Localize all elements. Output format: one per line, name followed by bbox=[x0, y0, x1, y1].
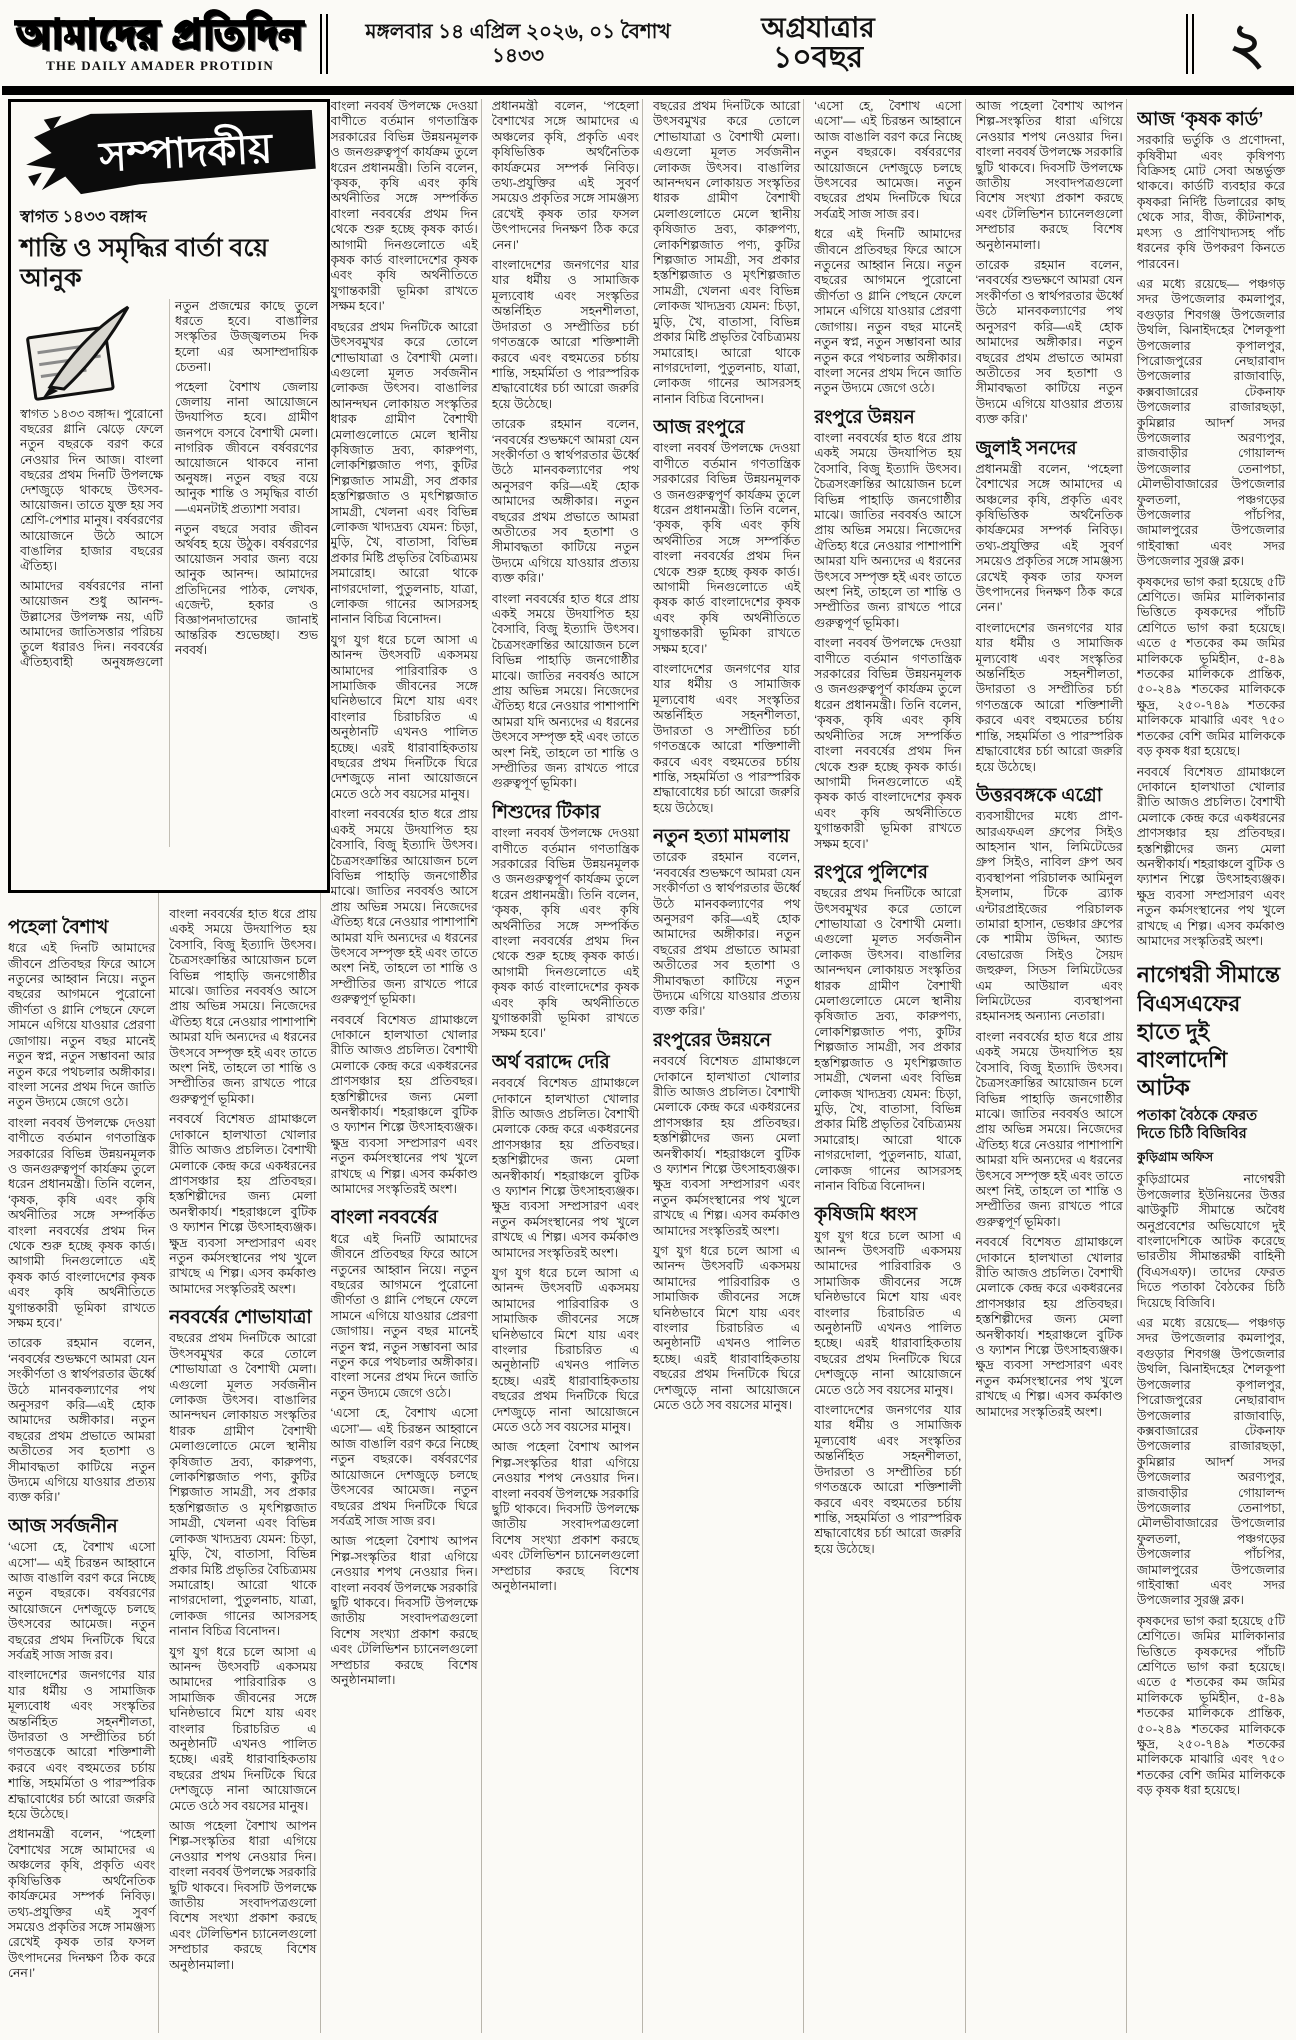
column-6 bbox=[814, 99, 965, 2033]
article-heading: নতুন হত্যা মামলায় bbox=[653, 825, 790, 847]
body-paragraph: বছরের প্রথম দিনটিকে আরো উৎসবমুখর করে তোলে শোভাযাত্রা ও বৈশাখী মেলা। এগুলো মূলত সর্বজনীন লোকজ উৎসব। বাঙালির আনন্দঘন লোকায়ত সংস্কৃতির ধারক গ্রামীণ বৈশাখী মেলাগুলোতে মেলে স্থানীয় কৃষিজাত দ্রব্য, কারুপণ্য, লোকশিল্পজাত পণ্য, কুটির শিল্পজাত সামগ্রী, সব প্রকার হস্তশিল্পজাত ও মৃৎশিল্পজাত সামগ্রী, খেলনা এবং বিভিন্ন লোকজ খাদ্যদ্রব্য যেমন: চিড়া, মুড়ি, খৈ, বাতাসা, বিভিন্ন প্রকার মিষ্টি প্রভৃতির বৈচিত্র্যময় সমারোহ। আরো থাকে নাগরদোলা, পুতুলনাচ, যাত্রা, লোকজ গানের আসরসহ নানান বিচিত্র বিনোদন। bbox=[330, 319, 478, 627]
body-paragraph: নববর্ষে বিশেষত গ্রামাঞ্চলে দোকানে হালখাতা খোলার রীতি আজও প্রচলিত। বৈশাখী মেলাকে কেন্দ্র করে একধরনের প্রাণসঞ্চার হয় প্রতিবছর। হস্তশিল্পীদের জন্য মেলা অনস্বীকার্য। শহরাঞ্চলে বুটিক ও ফ্যাশন শিল্পে উৎসাহব্যঞ্জক। ক্ষুদ্র ব্যবসা সম্প্রসারণ এবং নতুন কর্মসংস্থানের পথ খুলে রাখছে এ শিল্প। এসব কর্মকাণ্ড আমাদের সংস্কৃতিরই অংশ। bbox=[169, 1112, 317, 1296]
body-paragraph: তারেক রহমান বলেন, ‘নববর্ষের শুভক্ষণে আমরা যেন সংকীর্ণতা ও স্বার্থপরতার ঊর্ধ্বে উঠে মানবকল্যাণের পথ অনুসরণ করি—এই হোক আমাদের অঙ্গীকার। নতুন বছরের প্রথম প্রভাতে আমরা অতীতের সব হতাশা ও সীমাবদ্ধতা কাটিয়ে নতুন উদ্যমে এগিয়ে যাওয়ার প্রত্যয় ব্যক্ত করি।’ bbox=[491, 417, 639, 586]
body-paragraph: বাংলাদেশের জনগণের যার যার ধর্মীয় ও সামাজিক মূল্যবোধ এবং সংস্কৃতির অন্তর্নিহিত সহনশীলতা, উদারতা ও সম্প্রীতির চর্চা গণতন্ত্রকে আরো শক্তিশালী করবে এবং বহুমতের চর্চায় শান্তি, সহমর্মিতা ও পারস্পরিক শ্রদ্ধাবোধের চর্চা আরো জরুরি হয়ে উঠেছে। bbox=[8, 1668, 156, 1822]
article-heading: শিশুদের টিকার bbox=[491, 800, 601, 822]
editorial-kicker: স্বাগত ১৪৩৩ বঙ্গাব্দ bbox=[20, 208, 147, 226]
column-4 bbox=[492, 99, 643, 2033]
article-heading: আজ রংপুরে bbox=[653, 416, 745, 438]
body-paragraph: নববর্ষে বিশেষত গ্রামাঞ্চলে দোকানে হালখাতা খোলার রীতি আজও প্রচলিত। বৈশাখী মেলাকে কেন্দ্র করে একধরনের প্রাণসঞ্চার হয় প্রতিবছর। হস্তশিল্পীদের জন্য মেলা অনস্বীকার্য। শহরাঞ্চলে বুটিক ও ফ্যাশন শিল্পে উৎসাহব্যঞ্জক। ক্ষুদ্র ব্যবসা সম্প্রসারণ এবং নতুন কর্মসংস্থানের পথ খুলে রাখছে এ শিল্প। এসব কর্মকাণ্ড আমাদের সংস্কৃতিরই অংশ। bbox=[975, 1235, 1123, 1419]
masthead-title-english: THE DAILY AMADER PROTIDIN bbox=[46, 58, 274, 73]
article-heading: রংপুরে পুলিশের bbox=[814, 860, 928, 882]
editorial-body bbox=[20, 299, 318, 847]
body-paragraph: নববর্ষে বিশেষত গ্রামাঞ্চলে দোকানে হালখাতা খোলার রীতি আজও প্রচলিত। বৈশাখী মেলাকে কেন্দ্র করে একধরনের প্রাণসঞ্চার হয় প্রতিবছর। হস্তশিল্পীদের জন্য মেলা অনস্বীকার্য। শহরাঞ্চলে বুটিক ও ফ্যাশন শিল্পে উৎসাহব্যঞ্জক। ক্ষুদ্র ব্যবসা সম্প্রসারণ এবং নতুন কর্মসংস্থানের পথ খুলে রাখছে এ শিল্প। এসব কর্মকাণ্ড আমাদের সংস্কৃতিরই অংশ। bbox=[1136, 764, 1285, 948]
body-paragraph: তারেক রহমান বলেন, ‘নববর্ষের শুভক্ষণে আমরা যেন সংকীর্ণতা ও স্বার্থপরতার ঊর্ধ্বে উঠে মানবকল্যাণের পথ অনুসরণ করি—এই হোক আমাদের অঙ্গীকার। নতুন বছরের প্রথম প্রভাতে আমরা অতীতের সব হতাশা ও সীমাবদ্ধতা কাটিয়ে নতুন উদ্যমে এগিয়ে যাওয়ার প্রত্যয় ব্যক্ত করি।’ bbox=[975, 258, 1123, 427]
page-number: ২ bbox=[1228, 12, 1266, 75]
body-paragraph: যুগ যুগ ধরে চলে আসা এ আনন্দ উৎসবটি একসময় আমাদের পারিবারিক ও সামাজিক জীবনের সঙ্গে ঘনিষ্ঠভাবে মিশে যায় এবং বাংলার চিরাচরিত এ অনুষ্ঠানটি এখনও পালিত হচ্ছে। এরই ধারাবাহিকতায় বছরের প্রথম দিনটিকে ঘিরে দেশজুড়ে নানা আয়োজনে মেতে ওঠে সব বয়সের মানুষ। bbox=[169, 1644, 317, 1813]
anniversary-badge bbox=[708, 14, 928, 73]
body-paragraph: বাংলা নববর্ষের হাত ধরে প্রায় একই সময়ে উদযাপিত হয় বৈসাবি, বিজু ইত্যাদি উৎসব। চৈত্রসংক্রান্তির আয়োজন চলে বিভিন্ন পাহাড়ি জনগোষ্ঠীর মাঝে। জাতির নববর্ষও আসে প্রায় অভিন্ন সময়ে। নিজেদের ঐতিহ্য ধরে নেওয়ার পাশাপাশি আমরা যদি অন্যদের এ ধরনের উৎসবে সম্পৃক্ত হই এবং তাতে অংশ নিই, তাহলে তা শান্তি ও সম্প্রীতির জন্য রাখতে পারে গুরুত্বপূর্ণ ভূমিকা। bbox=[330, 807, 478, 1007]
editorial-paragraph: স্বাগত ১৪৩৩ বঙ্গাব্দ। পুরোনো বছরের গ্লানি ঝেড়ে ফেলে নতুন বছরকে বরণ করে নেওয়ার দিন আজ। বাংলা বছরের প্রথম দিনটি উপলক্ষে দেশজুড়ে থাকছে উৎসব-আয়োজন। তাতে যুক্ত হয় সব শ্রেণি-পেশার মানুষ। বর্ষবরণের আয়োজনে উঠে আসে বাঙালির হাজার বছরের ঐতিহ্য। bbox=[20, 407, 163, 574]
body-paragraph: যুগ যুগ ধরে চলে আসা এ আনন্দ উৎসবটি একসময় আমাদের পারিবারিক ও সামাজিক জীবনের সঙ্গে ঘনিষ্ঠভাবে মিশে যায় এবং বাংলার চিরাচরিত এ অনুষ্ঠানটি এখনও পালিত হচ্ছে। এরই ধারাবাহিকতায় বছরের প্রথম দিনটিকে ঘিরে দেশজুড়ে নানা আয়োজনে মেতে ওঠে সব বয়সের মানুষ। bbox=[814, 1228, 962, 1397]
article-heading: রংপুরে উন্নয়ন bbox=[814, 405, 915, 427]
body-paragraph: বাংলা নববর্ষের হাত ধরে প্রায় একই সময়ে উদযাপিত হয় বৈসাবি, বিজু ইত্যাদি উৎসব। চৈত্রসংক্রান্তির আয়োজন চলে বিভিন্ন পাহাড়ি জনগোষ্ঠীর মাঝে। জাতির নববর্ষও আসে প্রায় অভিন্ন সময়ে। নিজেদের ঐতিহ্য ধরে নেওয়ার পাশাপাশি আমরা যদি অন্যদের এ ধরনের উৎসবে সম্পৃক্ত হই এবং তাতে অংশ নিই, তাহলে তা শান্তি ও সম্প্রীতির জন্য রাখতে পারে গুরুত্বপূর্ণ ভূমিকা। bbox=[814, 430, 962, 630]
body-paragraph: বাংলা নববর্ষ উপলক্ষে দেওয়া বাণীতে বর্তমান গণতান্ত্রিক সরকারের বিভিন্ন উন্নয়নমূলক ও জনগুরুত্বপূর্ণ কার্যক্রম তুলে ধরেন প্রধানমন্ত্রী। তিনি বলেন, ‘কৃষক, কৃষি এবং কৃষি অর্থনীতির সঙ্গে সম্পর্কিত বাংলা নববর্ষের প্রথম দিন থেকে শুরু হচ্ছে কৃষক কার্ড। আগামী দিনগুলোতে এই কৃষক কার্ড বাংলাদেশের কৃষক এবং কৃষি অর্থনীতিতে যুগান্তকারী ভূমিকা রাখতে সক্ষম হবে।’ bbox=[8, 1115, 156, 1331]
body-paragraph: আজ পহেলা বৈশাখ আপন শিল্প-সংস্কৃতির ধারা এগিয়ে নেওয়ার শপথ নেওয়ার দিন। বাংলা নববর্ষ উপলক্ষে সরকারি ছুটি থাকবে। দিবসটি উপলক্ষে জাতীয় সংবাদপত্রগুলো বিশেষ সংখ্যা প্রকাশ করছে এবং টেলিভিশন চ্যানেলগুলো সম্প্রচার করছে বিশেষ অনুষ্ঠানমালা। bbox=[491, 1440, 639, 1594]
article-heading: অর্থ বরাদ্দে দেরি bbox=[491, 1050, 610, 1072]
column-3 bbox=[331, 99, 482, 2033]
article-heading: আজ সর্বজনীন bbox=[8, 1514, 118, 1536]
body-paragraph: বাংলাদেশের জনগণের যার যার ধর্মীয় ও সামাজিক মূল্যবোধ এবং সংস্কৃতির অন্তর্নিহিত সহনশীলতা, উদারতা ও সম্প্রীতির চর্চা গণতন্ত্রকে আরো শক্তিশালী করবে এবং বহুমতের চর্চায় শান্তি, সহমর্মিতা ও পারস্পরিক শ্রদ্ধাবোধের চর্চা আরো জরুরি হয়ে উঠেছে। bbox=[491, 258, 639, 411]
body-paragraph: তারেক রহমান বলেন, ‘নববর্ষের শুভক্ষণে আমরা যেন সংকীর্ণতা ও স্বার্থপরতার ঊর্ধ্বে উঠে মানবকল্যাণের পথ অনুসরণ করি—এই হোক আমাদের অঙ্গীকার। নতুন বছরের প্রথম প্রভাতে আমরা অতীতের সব হতাশা ও সীমাবদ্ধতা কাটিয়ে নতুন উদ্যমে এগিয়ে যাওয়ার প্রত্যয় ব্যক্ত করি।’ bbox=[653, 850, 801, 1019]
body-paragraph: ধরে এই দিনটি আমাদের জীবনে প্রতিবছর ফিরে আসে নতুনের আহ্বান নিয়ে। নতুন বছরের আগমনে পুরোনো জীর্ণতা ও গ্লানি পেছনে ফেলে সামনে এগিয়ে যাওয়ার প্রেরণা জোগায়। নতুন বছর মানেই নতুন স্বপ্ন, নতুন সম্ভাবনা আর নতুন করে পথচলার অঙ্গীকার। বাংলা সনের প্রথম দিনে জাতি নতুন উদ্যমে জেগে ওঠে। bbox=[8, 941, 156, 1110]
anniversary-line1: অগ্রযাত্রার bbox=[761, 12, 875, 44]
body-paragraph: নববর্ষে বিশেষত গ্রামাঞ্চলে দোকানে হালখাতা খোলার রীতি আজও প্রচলিত। বৈশাখী মেলাকে কেন্দ্র করে একধরনের প্রাণসঞ্চার হয় প্রতিবছর। হস্তশিল্পীদের জন্য মেলা অনস্বীকার্য। শহরাঞ্চলে বুটিক ও ফ্যাশন শিল্পে উৎসাহব্যঞ্জক। ক্ষুদ্র ব্যবসা সম্প্রসারণ এবং নতুন কর্মসংস্থানের পথ খুলে রাখছে এ শিল্প। এসব কর্মকাণ্ড আমাদের সংস্কৃতিরই অংশ। bbox=[330, 1012, 478, 1197]
body-paragraph: যুগ যুগ ধরে চলে আসা এ আনন্দ উৎসবটি একসময় আমাদের পারিবারিক ও সামাজিক জীবনের সঙ্গে ঘনিষ্ঠভাবে মিশে যায় এবং বাংলার চিরাচরিত এ অনুষ্ঠানটি এখনও পালিত হচ্ছে। এরই ধারাবাহিকতায় বছরের প্রথম দিনটিকে ঘিরে দেশজুড়ে নানা আয়োজনে মেতে ওঠে সব বয়সের মানুষ। bbox=[491, 1265, 639, 1435]
date-line: মঙ্গলবার ১৪ এপ্রিল ২০২৬, ০১ বৈশাখ ১৪৩৩ bbox=[365, 21, 671, 67]
article-subhead: পতাকা বৈঠকে ফেরত দিতে চিঠি বিজিবির bbox=[1136, 1108, 1258, 1143]
header-rule bbox=[2, 86, 1294, 95]
editorial-banner bbox=[20, 108, 318, 198]
column-5 bbox=[653, 99, 804, 2033]
article-heading: উত্তরবঙ্গকে এগ্রো bbox=[975, 783, 1103, 805]
article-heading: আজ ‘কৃষক কার্ড’ bbox=[1136, 108, 1264, 129]
body-paragraph: প্রধানমন্ত্রী বলেন, ‘পহেলা বৈশাখের সঙ্গে আমাদের এ অঞ্চলের কৃষি, প্রকৃতি এবং কৃষিভিত্তিক অর্থনৈতিক কার্যক্রমের সম্পর্ক নিবিড়। তথ্য-প্রযুক্তির এই সুবর্ণ সময়েও প্রকৃতির সঙ্গে সামঞ্জস্য রেখেই কৃষক তার ফসল উৎপাদনের দিনক্ষণ ঠিক করে নেন।’ bbox=[8, 1827, 156, 1981]
body-paragraph: কুড়িগ্রামের নাগেশ্বরী উপজেলার ইউনিয়নের উত্তর ঝাউকুটি সীমান্তে অবৈধ অনুপ্রবেশের অভিযোগে দুই বাংলাদেশিকে আটক করেছে ভারতীয় সীমান্তরক্ষী বাহিনী (বিএসএফ)। তাদের ফেরত দিতে পতাকা বৈঠকের চিঠি দিয়েছে বিজিবি। bbox=[1136, 1172, 1285, 1310]
article-heading: রংপুরের উন্নয়নে bbox=[653, 1028, 771, 1050]
body-paragraph: বছরের প্রথম দিনটিকে আরো উৎসবমুখর করে তোলে শোভাযাত্রা ও বৈশাখী মেলা। এগুলো মূলত সর্বজনীন লোকজ উৎসব। বাঙালির আনন্দঘন লোকায়ত সংস্কৃতির ধারক গ্রামীণ বৈশাখী মেলাগুলোতে মেলে স্থানীয় কৃষিজাত দ্রব্য, কারুপণ্য, লোকশিল্পজাত পণ্য, কুটির শিল্পজাত সামগ্রী, সব প্রকার হস্তশিল্পজাত ও মৃৎশিল্পজাত সামগ্রী, খেলনা এবং বিভিন্ন লোকজ খাদ্যদ্রব্য যেমন: চিড়া, মুড়ি, খৈ, বাতাসা, বিভিন্ন প্রকার মিষ্টি প্রভৃতির বৈচিত্র্যময় সমারোহ। আরো থাকে নাগরদোলা, পুতুলনাচ, যাত্রা, লোকজ গানের আসরসহ নানান বিচিত্র বিনোদন। bbox=[169, 1331, 317, 1639]
body-paragraph: ‘এসো হে, বৈশাখ এসো এসো’— এই চিরন্তন আহ্বানে আজ বাঙালি বরণ করে নিচ্ছে নতুন বছরকে। বর্ষবরণের আয়োজনে দেশজুড়ে চলছে উৎসবের আমেজ। নতুন বছরের প্রথম দিনটিকে ঘিরে সর্বত্রই সাজ সাজ রব। bbox=[330, 1406, 478, 1529]
body-paragraph: নববর্ষে বিশেষত গ্রামাঞ্চলে দোকানে হালখাতা খোলার রীতি আজও প্রচলিত। বৈশাখী মেলাকে কেন্দ্র করে একধরনের প্রাণসঞ্চার হয় প্রতিবছর। হস্তশিল্পীদের জন্য মেলা অনস্বীকার্য। শহরাঞ্চলে বুটিক ও ফ্যাশন শিল্পে উৎসাহব্যঞ্জক। ক্ষুদ্র ব্যবসা সম্প্রসারণ এবং নতুন কর্মসংস্থানের পথ খুলে রাখছে এ শিল্প। এসব কর্মকাণ্ড আমাদের সংস্কৃতিরই অংশ। bbox=[653, 1054, 801, 1238]
page-header bbox=[0, 0, 1296, 86]
editorial-paragraph: পহেলা বৈশাখ জেলায় জেলায় নানা আয়োজনে উদযাপিত হবে। গ্রামীণ জনপদে বসবে বৈশাখী মেলা। নাগরিক জীবনে বর্ষবরণের আয়োজনে থাকবে নানা অনুষঙ্গ। নতুন বছর বয়ে আনুক শান্তি ও সমৃদ্ধির বার্তা—এমনটাই প্রত্যাশা সবার। bbox=[175, 380, 318, 516]
body-paragraph: প্রধানমন্ত্রী বলেন, ‘পহেলা বৈশাখের সঙ্গে আমাদের এ অঞ্চলের কৃষি, প্রকৃতি এবং কৃষিভিত্তিক অর্থনৈতিক কার্যক্রমের সম্পর্ক নিবিড়। তথ্য-প্রযুক্তির এই সুবর্ণ সময়েও প্রকৃতির সঙ্গে সামঞ্জস্য রেখেই কৃষক তার ফসল উৎপাদনের দিনক্ষণ ঠিক করে নেন।’ bbox=[975, 461, 1123, 615]
header-divider-right bbox=[1186, 14, 1194, 74]
column-7 bbox=[976, 99, 1127, 2033]
body-paragraph: এর মধ্যে রয়েছে— পঞ্চগড় সদর উপজেলার কমলাপুর, বগুড়ার শিবগঞ্জ উপজেলার উথলি, ঝিনাইদহের শৈলকূপা উপজেলার কৃপালপুর, পিরোজপুরের নেছারাবাদ উপজেলার রাজাবাড়ি, কক্সবাজারের টেকনাফ উপজেলার রাজারছড়া, কুমিল্লার আদর্শ সদর উপজেলার অরণ্যপুর, রাজবাড়ীর গোয়ালন্দ উপজেলার তেনাপচা, মৌলভীবাজারের উপজেলার ফুলতলা, পঞ্চগড়ের উপজেলার পাঁচপির, জামালপুরের উপজেলার গাইবান্ধা এবং সদর উপজেলার সুরঞ্জ ব্লক। bbox=[1136, 1316, 1285, 1608]
body-paragraph: বাংলাদেশের জনগণের যার যার ধর্মীয় ও সামাজিক মূল্যবোধ এবং সংস্কৃতির অন্তর্নিহিত সহনশীলতা, উদারতা ও সম্প্রীতির চর্চা গণতন্ত্রকে আরো শক্তিশালী করবে এবং বহুমতের চর্চায় শান্তি, সহমর্মিতা ও পারস্পরিক শ্রদ্ধাবোধের চর্চা আরো জরুরি হয়ে উঠেছে। bbox=[975, 620, 1123, 774]
body-paragraph: বাংলা নববর্ষ উপলক্ষে দেওয়া বাণীতে বর্তমান গণতান্ত্রিক সরকারের বিভিন্ন উন্নয়নমূলক ও জনগুরুত্বপূর্ণ কার্যক্রম তুলে ধরেন প্রধানমন্ত্রী। তিনি বলেন, ‘কৃষক, কৃষি এবং কৃষি অর্থনীতির সঙ্গে সম্পর্কিত বাংলা নববর্ষের প্রথম দিন থেকে শুরু হচ্ছে কৃষক কার্ড। আগামী দিনগুলোতে এই কৃষক কার্ড বাংলাদেশের কৃষক এবং কৃষি অর্থনীতিতে যুগান্তকারী ভূমিকা রাখতে সক্ষম হবে।’ bbox=[653, 441, 801, 656]
body-paragraph: বছরের প্রথম দিনটিকে আরো উৎসবমুখর করে তোলে শোভাযাত্রা ও বৈশাখী মেলা। এগুলো মূলত সর্বজনীন লোকজ উৎসব। বাঙালির আনন্দঘন লোকায়ত সংস্কৃতির ধারক গ্রামীণ বৈশাখী মেলাগুলোতে মেলে স্থানীয় কৃষিজাত দ্রব্য, কারুপণ্য, লোকশিল্পজাত পণ্য, কুটির শিল্পজাত সামগ্রী, সব প্রকার হস্তশিল্পজাত ও মৃৎশিল্পজাত সামগ্রী, খেলনা এবং বিভিন্ন লোকজ খাদ্যদ্রব্য যেমন: চিড়া, মুড়ি, খৈ, বাতাসা, বিভিন্ন প্রকার মিষ্টি প্রভৃতির বৈচিত্র্যময় সমারোহ। আরো থাকে নাগরদোলা, পুতুলনাচ, যাত্রা, লোকজ গানের আসরসহ নানান বিচিত্র বিনোদন। bbox=[653, 99, 801, 406]
body-paragraph: নববর্ষে বিশেষত গ্রামাঞ্চলে দোকানে হালখাতা খোলার রীতি আজও প্রচলিত। বৈশাখী মেলাকে কেন্দ্র করে একধরনের প্রাণসঞ্চার হয় প্রতিবছর। হস্তশিল্পীদের জন্য মেলা অনস্বীকার্য। শহরাঞ্চলে বুটিক ও ফ্যাশন শিল্পে উৎসাহব্যঞ্জক। ক্ষুদ্র ব্যবসা সম্প্রসারণ এবং নতুন কর্মসংস্থানের পথ খুলে রাখছে এ শিল্প। এসব কর্মকাণ্ড আমাদের সংস্কৃতিরই অংশ। bbox=[491, 1076, 639, 1260]
article-byline: কুড়িগ্রাম অফিস bbox=[1136, 1150, 1214, 1165]
body-paragraph: বাংলাদেশের জনগণের যার যার ধর্মীয় ও সামাজিক মূল্যবোধ এবং সংস্কৃতির অন্তর্নিহিত সহনশীলতা, উদারতা ও সম্প্রীতির চর্চা গণতন্ত্রকে আরো শক্তিশালী করবে এবং বহুমতের চর্চায় শান্তি, সহমর্মিতা ও পারস্পরিক শ্রদ্ধাবোধের চর্চা আরো জরুরি হয়ে উঠেছে। bbox=[814, 1403, 962, 1556]
article-headline: নাগেশ্বরী সীমান্তে বিএসএফের হাতে দুই বাংলাদেশি আটক bbox=[1136, 962, 1281, 1101]
body-paragraph: আজ পহেলা বৈশাখ আপন শিল্প-সংস্কৃতির ধারা এগিয়ে নেওয়ার শপথ নেওয়ার দিন। বাংলা নববর্ষ উপলক্ষে সরকারি ছুটি থাকবে। দিবসটি উপলক্ষে জাতীয় সংবাদপত্রগুলো বিশেষ সংখ্যা প্রকাশ করছে এবং টেলিভিশন চ্যানেলগুলো সম্প্রচার করছে বিশেষ অনুষ্ঠানমালা। bbox=[169, 1819, 317, 1972]
body-paragraph: সরকারি ভর্তুকি ও প্রণোদনা, কৃষিবীমা এবং কৃষিপণ্য বিক্রিসহ মোট সেবা অন্তর্ভুক্ত থাকবে। কার্ডটি ব্যবহার করে কৃষকরা নির্দিষ্ট ডিলারের কাছ থেকে সার, বীজ, কীটনাশক, মৎস্য ও প্রাণিখাদ্যসহ পাঁচ ধরনের কৃষি উপকরণ কিনতে পারবেন। bbox=[1136, 133, 1285, 271]
body-paragraph: ‘এসো হে, বৈশাখ এসো এসো’— এই চিরন্তন আহ্বানে আজ বাঙালি বরণ করে নিচ্ছে নতুন বছরকে। বর্ষবরণের আয়োজনে দেশজুড়ে চলছে উৎসবের আমেজ। নতুন বছরের প্রথম দিনটিকে ঘিরে সর্বত্রই সাজ সাজ রব। bbox=[8, 1540, 156, 1662]
body-paragraph: প্রধানমন্ত্রী বলেন, ‘পহেলা বৈশাখের সঙ্গে আমাদের এ অঞ্চলের কৃষি, প্রকৃতি এবং কৃষিভিত্তিক অর্থনৈতিক কার্যক্রমের সম্পর্ক নিবিড়। তথ্য-প্রযুক্তির এই সুবর্ণ সময়েও প্রকৃতির সঙ্গে সামঞ্জস্য রেখেই কৃষক তার ফসল উৎপাদনের দিনক্ষণ ঠিক করে নেন।’ bbox=[491, 99, 639, 252]
body-paragraph: বাংলা নববর্ষের হাত ধরে প্রায় একই সময়ে উদযাপিত হয় বৈসাবি, বিজু ইত্যাদি উৎসব। চৈত্রসংক্রান্তির আয়োজন চলে বিভিন্ন পাহাড়ি জনগোষ্ঠীর মাঝে। জাতির নববর্ষও আসে প্রায় অভিন্ন সময়ে। নিজেদের ঐতিহ্য ধরে নেওয়ার পাশাপাশি আমরা যদি অন্যদের এ ধরনের উৎসবে সম্পৃক্ত হই এবং তাতে অংশ নিই, তাহলে তা শান্তি ও সম্প্রীতির জন্য রাখতে পারে গুরুত্বপূর্ণ ভূমিকা। bbox=[975, 1029, 1123, 1229]
editorial-box bbox=[8, 99, 330, 893]
body-paragraph: ব্যবসায়ীদের মধ্যে প্রাণ-আরএফএল গ্রুপের সিইও আহসান খান, লিমিটেডের গ্রুপ সিইও, নাবিল গ্রুপ অব ব্যবস্থাপনা পরিচালক আমিনুল ইসলাম, টিকে ব্র্যাক এন্টারপ্রাইজের পরিচালক তামারা হাসান, ভেঞ্চার গ্রুপের কে শামীম উদ্দিন, অ্যান্ড বেভারেজ সিইও সৈয়দ জহুরুল, সিডস লিমিটেডের এম আউয়াল এবং লিমিটেডের ব্যবস্থাপনা রহমানসহ অন্যান্য নেতারা। bbox=[975, 809, 1123, 1024]
page-content bbox=[0, 95, 1296, 2033]
masthead bbox=[10, 14, 310, 74]
article-heading: বাংলা নববর্ষের bbox=[330, 1206, 438, 1228]
body-paragraph: ধরে এই দিনটি আমাদের জীবনে প্রতিবছর ফিরে আসে নতুনের আহ্বান নিয়ে। নতুন বছরের আগমনে পুরোনো জীর্ণতা ও গ্লানি পেছনে ফেলে সামনে এগিয়ে যাওয়ার প্রেরণা জোগায়। নতুন বছর মানেই নতুন স্বপ্ন, নতুন সম্ভাবনা আর নতুন করে পথচলার অঙ্গীকার। বাংলা সনের প্রথম দিনে জাতি নতুন উদ্যমে জেগে ওঠে। bbox=[330, 1231, 478, 1400]
body-paragraph: ধরে এই দিনটি আমাদের জীবনে প্রতিবছর ফিরে আসে নতুনের আহ্বান নিয়ে। নতুন বছরের আগমনে পুরোনো জীর্ণতা ও গ্লানি পেছনে ফেলে সামনে এগিয়ে যাওয়ার প্রেরণা জোগায়। নতুন বছর মানেই নতুন স্বপ্ন, নতুন সম্ভাবনা আর নতুন করে পথচলার অঙ্গীকার। বাংলা সনের প্রথম দিনে জাতি নতুন উদ্যমে জেগে ওঠে। bbox=[814, 227, 962, 396]
body-paragraph: বাংলাদেশের জনগণের যার যার ধর্মীয় ও সামাজিক মূল্যবোধ এবং সংস্কৃতির অন্তর্নিহিত সহনশীলতা, উদারতা ও সম্প্রীতির চর্চা গণতন্ত্রকে আরো শক্তিশালী করবে এবং বহুমতের চর্চায় শান্তি, সহমর্মিতা ও পারস্পরিক শ্রদ্ধাবোধের চর্চা আরো জরুরি হয়ে উঠেছে। bbox=[653, 662, 801, 815]
quill-pen-illustration bbox=[20, 301, 138, 405]
editorial-paragraph: আমাদের বর্ষবরণের নানা আয়োজন শুধু আনন্দ-উল্লাসের উপলক্ষ নয়, এটি আমাদের জাতিসত্তার পরিচয় তুলে ধরারও দিন। নববর্ষের ঐতিহ্যবাহী অনুষঙ্গগুলো নতুন প্রজন্মের কাছে তুলে ধরতে হবে। বাঙালির সংস্কৃতির উজ্জ্বলতম দিক হলো এর অসাম্প্রদায়িক চেতনা। bbox=[20, 299, 318, 670]
header-divider-left bbox=[320, 14, 328, 74]
article-heading: কৃষিজমি ধ্বংস bbox=[814, 1203, 918, 1225]
body-paragraph: যুগ যুগ ধরে চলে আসা এ আনন্দ উৎসবটি একসময় আমাদের পারিবারিক ও সামাজিক জীবনের সঙ্গে ঘনিষ্ঠভাবে মিশে যায় এবং বাংলার চিরাচরিত এ অনুষ্ঠানটি এখনও পালিত হচ্ছে। এরই ধারাবাহিকতায় বছরের প্রথম দিনটিকে ঘিরে দেশজুড়ে নানা আয়োজনে মেতে ওঠে সব বয়সের মানুষ। bbox=[330, 632, 478, 801]
editorial-paragraph: নতুন বছরে সবার জীবন অর্থবহ হয়ে উঠুক। বর্ষবরণের আয়োজন সবার জন্য বয়ে আনুক আনন্দ। আমাদের প্রতিদিনের পাঠক, লেখক, এজেন্ট, হকার ও বিজ্ঞাপনদাতাদের জানাই আন্তরিক শুভেচ্ছা। শুভ নববর্ষ। bbox=[175, 521, 318, 658]
column-8 bbox=[1137, 99, 1288, 2033]
body-paragraph: কৃষকদের ভাগ করা হয়েছে ৫টি শ্রেণিতে। জমির মালিকানার ভিত্তিতে কৃষকদের পাঁচটি শ্রেণিতে ভাগ করা হয়েছে। এতে ৫ শতকের কম জমির মালিককে ভূমিহীন, ৫-৪৯ শতকের মালিককে প্রান্তিক, ৫০-২৪৯ শতকের মালিককে ক্ষুদ্র, ২৫০-৭৪৯ শতকের মালিককে মাঝারি এবং ৭৫০ শতকের বেশি জমির মালিককে বড় কৃষক ধরা হয়েছে। bbox=[1136, 1613, 1285, 1798]
editorial-headline: শান্তি ও সমৃদ্ধির বার্তা বয়ে আনুক bbox=[20, 234, 269, 292]
body-paragraph: যুগ যুগ ধরে চলে আসা এ আনন্দ উৎসবটি একসময় আমাদের পারিবারিক ও সামাজিক জীবনের সঙ্গে ঘনিষ্ঠভাবে মিশে যায় এবং বাংলার চিরাচরিত এ অনুষ্ঠানটি এখনও পালিত হচ্ছে। এরই ধারাবাহিকতায় বছরের প্রথম দিনটিকে ঘিরে দেশজুড়ে নানা আয়োজনে মেতে ওঠে সব বয়সের মানুষ। bbox=[653, 1244, 801, 1413]
article-heading: নববর্ষের শোভাযাত্রা bbox=[169, 1306, 312, 1328]
body-paragraph: বাংলা নববর্ষ উপলক্ষে দেওয়া বাণীতে বর্তমান গণতান্ত্রিক সরকারের বিভিন্ন উন্নয়নমূলক ও জনগুরুত্বপূর্ণ কার্যক্রম তুলে ধরেন প্রধানমন্ত্রী। তিনি বলেন, ‘কৃষক, কৃষি এবং কৃষি অর্থনীতির সঙ্গে সম্পর্কিত বাংলা নববর্ষের প্রথম দিন থেকে শুরু হচ্ছে কৃষক কার্ড। আগামী দিনগুলোতে এই কৃষক কার্ড বাংলাদেশের কৃষক এবং কৃষি অর্থনীতিতে যুগান্তকারী ভূমিকা রাখতে সক্ষম হবে।’ bbox=[814, 636, 962, 851]
body-paragraph: বাংলা নববর্ষের হাত ধরে প্রায় একই সময়ে উদযাপিত হয় বৈসাবি, বিজু ইত্যাদি উৎসব। চৈত্রসংক্রান্তির আয়োজন চলে বিভিন্ন পাহাড়ি জনগোষ্ঠীর মাঝে। জাতির নববর্ষও আসে প্রায় অভিন্ন সময়ে। নিজেদের ঐতিহ্য ধরে নেওয়ার পাশাপাশি আমরা যদি অন্যদের এ ধরনের উৎসবে সম্পৃক্ত হই এবং তাতে অংশ নিই, তাহলে তা শান্তি ও সম্প্রীতির জন্য রাখতে পারে গুরুত্বপূর্ণ ভূমিকা। bbox=[491, 591, 639, 791]
body-paragraph: আজ পহেলা বৈশাখ আপন শিল্প-সংস্কৃতির ধারা এগিয়ে নেওয়ার শপথ নেওয়ার দিন। বাংলা নববর্ষ উপলক্ষে সরকারি ছুটি থাকবে। দিবসটি উপলক্ষে জাতীয় সংবাদপত্রগুলো বিশেষ সংখ্যা প্রকাশ করছে এবং টেলিভিশন চ্যানেলগুলো সম্প্রচার করছে বিশেষ অনুষ্ঠানমালা। bbox=[975, 99, 1123, 252]
body-paragraph: বাংলা নববর্ষ উপলক্ষে দেওয়া বাণীতে বর্তমান গণতান্ত্রিক সরকারের বিভিন্ন উন্নয়নমূলক ও জনগুরুত্বপূর্ণ কার্যক্রম তুলে ধরেন প্রধানমন্ত্রী। তিনি বলেন, ‘কৃষক, কৃষি এবং কৃষি অর্থনীতির সঙ্গে সম্পর্কিত বাংলা নববর্ষের প্রথম দিন থেকে শুরু হচ্ছে কৃষক কার্ড। আগামী দিনগুলোতে এই কৃষক কার্ড বাংলাদেশের কৃষক এবং কৃষি অর্থনীতিতে যুগান্তকারী ভূমিকা রাখতে সক্ষম হবে।’ bbox=[491, 826, 639, 1041]
body-paragraph: বছরের প্রথম দিনটিকে আরো উৎসবমুখর করে তোলে শোভাযাত্রা ও বৈশাখী মেলা। এগুলো মূলত সর্বজনীন লোকজ উৎসব। বাঙালির আনন্দঘন লোকায়ত সংস্কৃতির ধারক গ্রামীণ বৈশাখী মেলাগুলোতে মেলে স্থানীয় কৃষিজাত দ্রব্য, কারুপণ্য, লোকশিল্পজাত পণ্য, কুটির শিল্পজাত সামগ্রী, সব প্রকার হস্তশিল্পজাত ও মৃৎশিল্পজাত সামগ্রী, খেলনা এবং বিভিন্ন লোকজ খাদ্যদ্রব্য যেমন: চিড়া, মুড়ি, খৈ, বাতাসা, বিভিন্ন প্রকার মিষ্টি প্রভৃতির বৈচিত্র্যময় সমারোহ। আরো থাকে নাগরদোলা, পুতুলনাচ, যাত্রা, লোকজ গানের আসরসহ নানান বিচিত্র বিনোদন। bbox=[814, 886, 962, 1193]
body-paragraph: এর মধ্যে রয়েছে— পঞ্চগড় সদর উপজেলার কমলাপুর, বগুড়ার শিবগঞ্জ উপজেলার উথলি, ঝিনাইদহের শৈলকূপা উপজেলার কৃপালপুর, পিরোজপুরের নেছারাবাদ উপজেলার রাজাবাড়ি, কক্সবাজারের টেকনাফ উপজেলার রাজারছড়া, কুমিল্লার আদর্শ সদর উপজেলার অরণ্যপুর, রাজবাড়ীর গোয়ালন্দ উপজেলার তেনাপচা, মৌলভীবাজারের উপজেলার ফুলতলা, পঞ্চগড়ের উপজেলার পাঁচপির, জামালপুরের উপজেলার গাইবান্ধা এবং সদর উপজেলার সুরঞ্জ ব্লক। bbox=[1136, 276, 1285, 569]
article-heading: জুলাই সনদের bbox=[975, 436, 1077, 458]
editorial-banner-label: সম্পাদকীয় bbox=[98, 125, 274, 181]
body-paragraph: তারেক রহমান বলেন, ‘নববর্ষের শুভক্ষণে আমরা যেন সংকীর্ণতা ও স্বার্থপরতার ঊর্ধ্বে উঠে মানবকল্যাণের পথ অনুসরণ করি—এই হোক আমাদের অঙ্গীকার। নতুন বছরের প্রথম প্রভাতে আমরা অতীতের সব হতাশা ও সীমাবদ্ধতা কাটিয়ে নতুন উদ্যমে এগিয়ে যাওয়ার প্রত্যয় ব্যক্ত করি।’ bbox=[8, 1336, 156, 1505]
body-paragraph: বাংলা নববর্ষ উপলক্ষে দেওয়া বাণীতে বর্তমান গণতান্ত্রিক সরকারের বিভিন্ন উন্নয়নমূলক ও জনগুরুত্বপূর্ণ কার্যক্রম তুলে ধরেন প্রধানমন্ত্রী। তিনি বলেন, ‘কৃষক, কৃষি এবং কৃষি অর্থনীতির সঙ্গে সম্পর্কিত বাংলা নববর্ষের প্রথম দিন থেকে শুরু হচ্ছে কৃষক কার্ড। আগামী দিনগুলোতে এই কৃষক কার্ড বাংলাদেশের কৃষক এবং কৃষি অর্থনীতিতে যুগান্তকারী ভূমিকা রাখতে সক্ষম হবে।’ bbox=[330, 99, 478, 314]
body-paragraph: আজ পহেলা বৈশাখ আপন শিল্প-সংস্কৃতির ধারা এগিয়ে নেওয়ার শপথ নেওয়ার দিন। বাংলা নববর্ষ উপলক্ষে সরকারি ছুটি থাকবে। দিবসটি উপলক্ষে জাতীয় সংবাদপত্রগুলো বিশেষ সংখ্যা প্রকাশ করছে এবং টেলিভিশন চ্যানেলগুলো সম্প্রচার করছে বিশেষ অনুষ্ঠানমালা। bbox=[330, 1534, 478, 1688]
body-paragraph: ‘এসো হে, বৈশাখ এসো এসো’— এই চিরন্তন আহ্বানে আজ বাঙালি বরণ করে নিচ্ছে নতুন বছরকে। বর্ষবরণের আয়োজনে দেশজুড়ে চলছে উৎসবের আমেজ। নতুন বছরের প্রথম দিনটিকে ঘিরে সর্বত্রই সাজ সাজ রব। bbox=[814, 99, 962, 221]
article-heading: পহেলা বৈশাখ bbox=[8, 916, 109, 937]
body-paragraph: বাংলা নববর্ষের হাত ধরে প্রায় একই সময়ে উদযাপিত হয় বৈসাবি, বিজু ইত্যাদি উৎসব। চৈত্রসংক্রান্তির আয়োজন চলে বিভিন্ন পাহাড়ি জনগোষ্ঠীর মাঝে। জাতির নববর্ষও আসে প্রায় অভিন্ন সময়ে। নিজেদের ঐতিহ্য ধরে নেওয়ার পাশাপাশি আমরা যদি অন্যদের এ ধরনের উৎসবে সম্পৃক্ত হই এবং তাতে অংশ নিই, তাহলে তা শান্তি ও সম্প্রীতির জন্য রাখতে পারে গুরুত্বপূর্ণ ভূমিকা। bbox=[169, 907, 317, 1106]
anniversary-line2: ১০বছর bbox=[772, 40, 864, 74]
body-paragraph: কৃষকদের ভাগ করা হয়েছে ৫টি শ্রেণিতে। জমির মালিকানার ভিত্তিতে কৃষকদের পাঁচটি শ্রেণিতে ভাগ করা হয়েছে। এতে ৫ শতকের কম জমির মালিককে ভূমিহীন, ৫-৪৯ শতকের মালিককে প্রান্তিক, ৫০-২৪৯ শতকের মালিককে ক্ষুদ্র, ২৫০-৭৪৯ শতকের মালিককে মাঝারি এবং ৭৫০ শতকের বেশি জমির মালিককে বড় কৃষক ধরা হয়েছে। bbox=[1136, 574, 1285, 759]
masthead-title-bengali: আমাদের প্রতিদিন bbox=[16, 13, 304, 57]
